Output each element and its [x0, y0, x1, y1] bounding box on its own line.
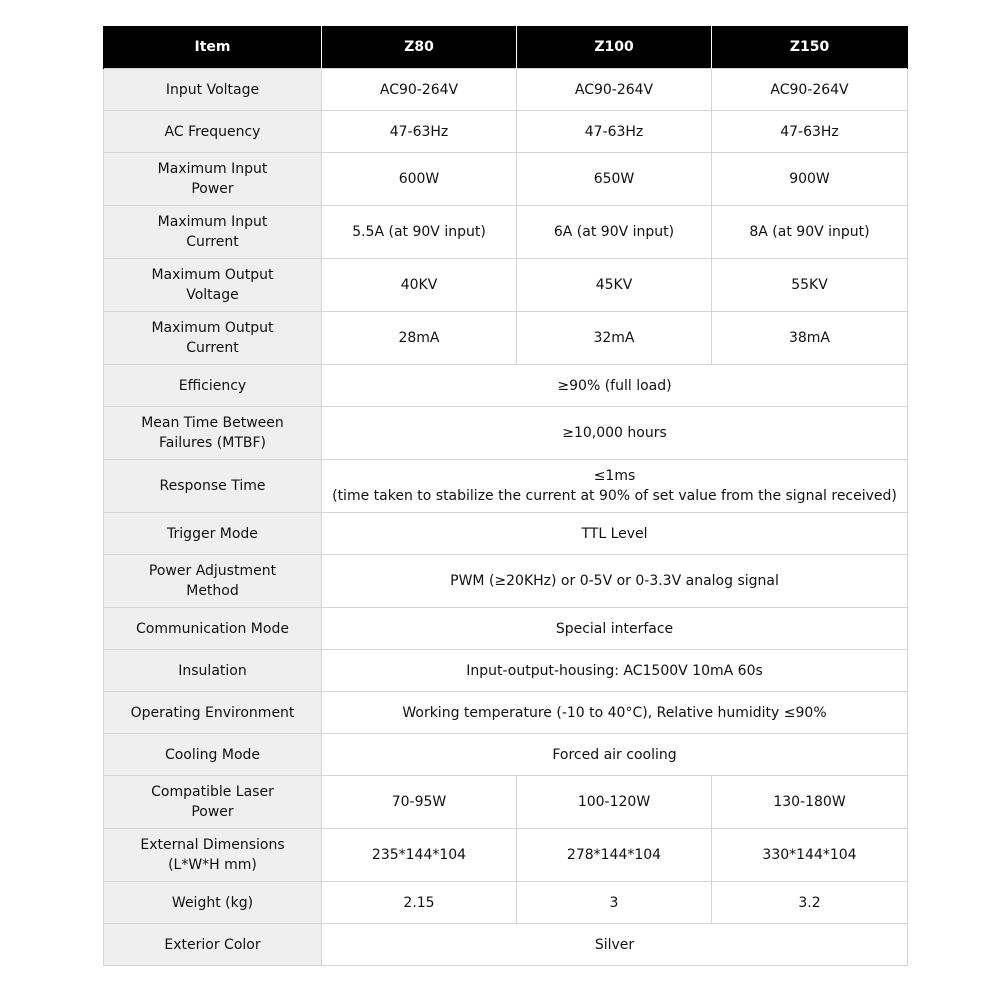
- cell-z80: 600W: [322, 153, 517, 206]
- header-z150: Z150: [712, 26, 908, 69]
- row-label: Efficiency: [104, 365, 322, 407]
- row-label: Maximum Output Voltage: [104, 259, 322, 312]
- row-label: AC Frequency: [104, 111, 322, 153]
- cell-z100: 3: [517, 882, 712, 924]
- row-label: Maximum Output Current: [104, 312, 322, 365]
- cell-z80: AC90-264V: [322, 69, 517, 111]
- table-row: [104, 365, 908, 407]
- merged-cell: Forced air cooling: [322, 734, 908, 776]
- merged-cell: PWM (≥20KHz) or 0-5V or 0-3.3V analog signal: [322, 555, 908, 608]
- cell-z150: 3.2: [712, 882, 908, 924]
- merged-cell: ≤1ms (time taken to stabilize the current at 90% of set value from the signal received): [322, 460, 908, 513]
- header-row: [104, 26, 908, 69]
- merged-cell: ≥10,000 hours: [322, 407, 908, 460]
- cell-z150: 130-180W: [712, 776, 908, 829]
- table-row: [104, 608, 908, 650]
- table-row: [104, 555, 908, 608]
- cell-z150: 47-63Hz: [712, 111, 908, 153]
- table-row: [104, 734, 908, 776]
- merged-cell: ≥90% (full load): [322, 365, 908, 407]
- cell-z100: AC90-264V: [517, 69, 712, 111]
- cell-z100: 650W: [517, 153, 712, 206]
- merged-cell: Silver: [322, 924, 908, 966]
- row-label: Exterior Color: [104, 924, 322, 966]
- row-label: Insulation: [104, 650, 322, 692]
- row-label: Power Adjustment Method: [104, 555, 322, 608]
- table-row: [104, 513, 908, 555]
- cell-z80: 235*144*104: [322, 829, 517, 882]
- header-item: Item: [104, 26, 322, 69]
- table-row: [104, 312, 908, 365]
- table-row: [104, 259, 908, 312]
- row-label: Response Time: [104, 460, 322, 513]
- row-label: Operating Environment: [104, 692, 322, 734]
- cell-z80: 40KV: [322, 259, 517, 312]
- cell-z100: 45KV: [517, 259, 712, 312]
- cell-z80: 5.5A (at 90V input): [322, 206, 517, 259]
- table-row: [104, 407, 908, 460]
- cell-z100: 32mA: [517, 312, 712, 365]
- cell-z150: 330*144*104: [712, 829, 908, 882]
- cell-z100: 47-63Hz: [517, 111, 712, 153]
- row-label: Mean Time Between Failures (MTBF): [104, 407, 322, 460]
- cell-z150: 8A (at 90V input): [712, 206, 908, 259]
- table-row: [104, 882, 908, 924]
- row-label: Communication Mode: [104, 608, 322, 650]
- cell-z150: 900W: [712, 153, 908, 206]
- row-label: Maximum Input Power: [104, 153, 322, 206]
- table-row: [104, 692, 908, 734]
- cell-z80: 28mA: [322, 312, 517, 365]
- merged-cell: Special interface: [322, 608, 908, 650]
- row-label: Maximum Input Current: [104, 206, 322, 259]
- row-label: Input Voltage: [104, 69, 322, 111]
- table-row: [104, 776, 908, 829]
- merged-cell: Working temperature (-10 to 40°C), Relative humidity ≤90%: [322, 692, 908, 734]
- header-z100: Z100: [517, 26, 712, 69]
- merged-cell: TTL Level: [322, 513, 908, 555]
- table-row: [104, 111, 908, 153]
- table-row: [104, 153, 908, 206]
- cell-z150: 55KV: [712, 259, 908, 312]
- table-row: [104, 924, 908, 966]
- table-row: [104, 460, 908, 513]
- spec-table: [103, 26, 908, 966]
- row-label: Weight (kg): [104, 882, 322, 924]
- table-row: [104, 69, 908, 111]
- row-label: Cooling Mode: [104, 734, 322, 776]
- cell-z100: 100-120W: [517, 776, 712, 829]
- cell-z100: 278*144*104: [517, 829, 712, 882]
- row-label: Trigger Mode: [104, 513, 322, 555]
- header-z80: Z80: [322, 26, 517, 69]
- cell-z80: 70-95W: [322, 776, 517, 829]
- cell-z80: 47-63Hz: [322, 111, 517, 153]
- cell-z150: AC90-264V: [712, 69, 908, 111]
- table-row: [104, 829, 908, 882]
- row-label: Compatible Laser Power: [104, 776, 322, 829]
- merged-cell: Input-output-housing: AC1500V 10mA 60s: [322, 650, 908, 692]
- cell-z150: 38mA: [712, 312, 908, 365]
- cell-z100: 6A (at 90V input): [517, 206, 712, 259]
- row-label: External Dimensions (L*W*H mm): [104, 829, 322, 882]
- table-row: [104, 650, 908, 692]
- table-row: [104, 206, 908, 259]
- cell-z80: 2.15: [322, 882, 517, 924]
